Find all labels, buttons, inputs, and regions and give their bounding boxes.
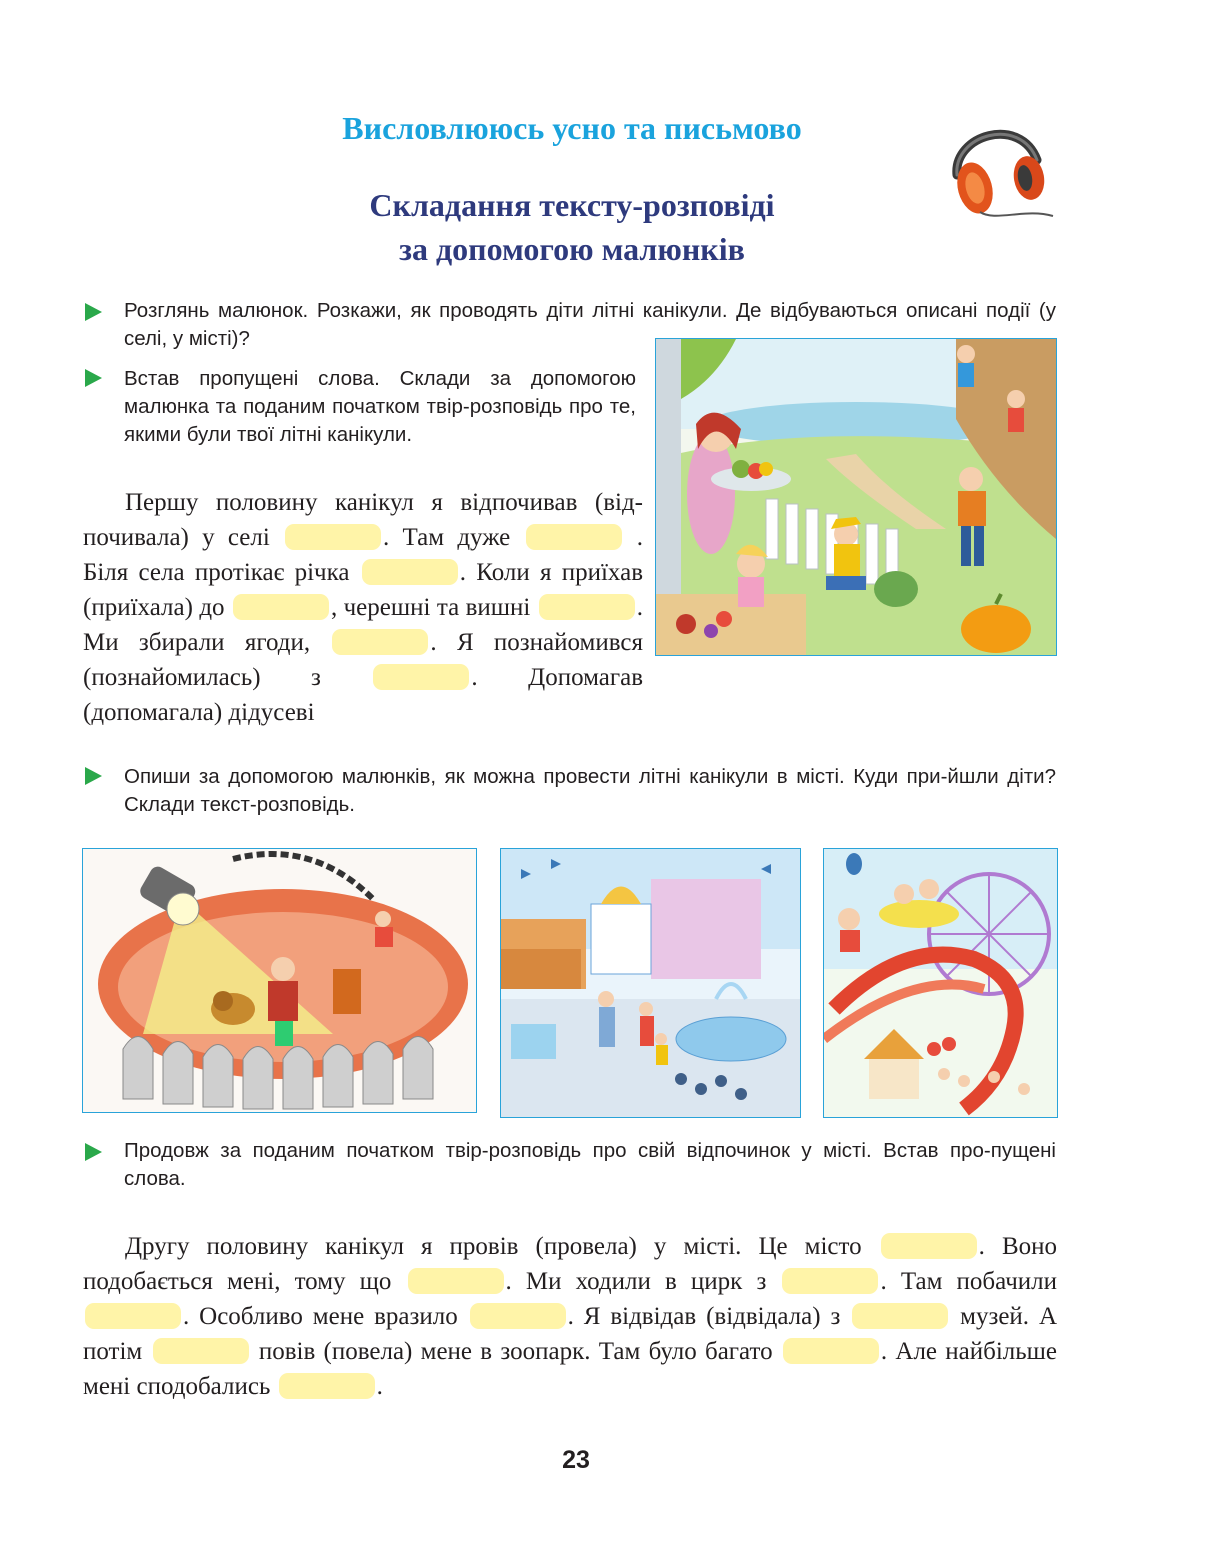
story2-text: музей. А потім: [83, 1303, 1058, 1365]
bullet-icon: [85, 369, 102, 387]
story2-text: . Але найбільше мені сподобались: [83, 1338, 1058, 1400]
story2-text: . Особливо мене вразило: [183, 1303, 458, 1330]
story2-text: Другу половину канікул я провів (провела) у місті. Це місто: [125, 1233, 862, 1260]
task-2-text: Встав пропущені слова. Склади за допомогою малюнка та поданим початком твір-розповідь про те, якими були твої літні канікули.: [124, 367, 636, 446]
story1-text: . Там дуже: [383, 524, 511, 551]
answer-blank[interactable]: [408, 1268, 504, 1294]
story-2: [83, 1229, 1057, 1404]
answer-blank[interactable]: [362, 559, 458, 585]
answer-blank[interactable]: [782, 1268, 878, 1294]
story-1: [83, 485, 643, 730]
story2-text: . Воно подобається мені, тому що: [83, 1233, 1057, 1295]
story2-text: . Ми ходили в цирк з: [505, 1268, 767, 1295]
story1-text: . Ми збирали ягоди,: [83, 594, 643, 656]
answer-blank[interactable]: [539, 594, 635, 620]
headphones-icon: [945, 120, 1060, 225]
answer-blank[interactable]: [332, 629, 428, 655]
story1-text: . Коли я приїхав (приїхала) до: [83, 559, 644, 621]
village-summer-illustration: [655, 338, 1057, 656]
answer-blank[interactable]: [285, 524, 381, 550]
story1-text: Першу половину канікул я відпочивав (від-почивала) у селі: [83, 489, 643, 551]
task-1-text: Розглянь малюнок. Розкажи, як проводять діти літні канікули. Де відбуваються описані події (у селі, у місті)?: [124, 299, 1056, 350]
story-1-end: [83, 695, 783, 730]
story1-text: , черешні та вишні: [330, 594, 531, 621]
circus-illustration: [82, 848, 477, 1113]
answer-blank[interactable]: [881, 1233, 977, 1259]
lesson-title-line1: Складання тексту-розповіді: [369, 187, 775, 223]
task-3-text: Опиши за допомогою малюнків, як можна провести літні канікули в місті. Куди при-йшли діти? Склади текст-розповідь.: [124, 765, 1056, 816]
answer-blank[interactable]: [85, 1303, 181, 1329]
bullet-icon: [85, 767, 102, 785]
story2-text: повів (повела) мене в зоопарк. Там було багато: [258, 1338, 773, 1365]
answer-blank[interactable]: [279, 1373, 375, 1399]
answer-blank[interactable]: [852, 1303, 948, 1329]
city-square-illustration: [500, 848, 801, 1118]
bullet-icon: [85, 303, 102, 321]
section-title: Висловлююсь усно та письмово: [342, 110, 802, 146]
story2-text: . Я відвідав (відвідала) з: [567, 1303, 841, 1330]
amusement-park-illustration: [823, 848, 1058, 1118]
story2-text: . Там побачили: [880, 1268, 1058, 1295]
story1-text: . Біля села протікає річка: [83, 524, 644, 586]
task-4-text: Продовж за поданим початком твір-розповідь про свій відпочинок у місті. Встав про-пущені слова.: [124, 1139, 1056, 1190]
answer-blank[interactable]: [470, 1303, 566, 1329]
story2-text: .: [376, 1373, 383, 1400]
answer-blank[interactable]: [373, 664, 469, 690]
story1-text: . Допомагав (допомагала) дідусеві: [83, 664, 643, 726]
answer-blank[interactable]: [526, 524, 622, 550]
answer-blank[interactable]: [233, 594, 329, 620]
story1-text: . Я познайомився (познайомилась) з: [83, 629, 644, 691]
bullet-icon: [85, 1143, 102, 1161]
page-number: 23: [562, 1446, 590, 1474]
answer-blank[interactable]: [153, 1338, 249, 1364]
lesson-title-line2: за допомогою малюнків: [399, 231, 745, 267]
answer-blank[interactable]: [783, 1338, 879, 1364]
